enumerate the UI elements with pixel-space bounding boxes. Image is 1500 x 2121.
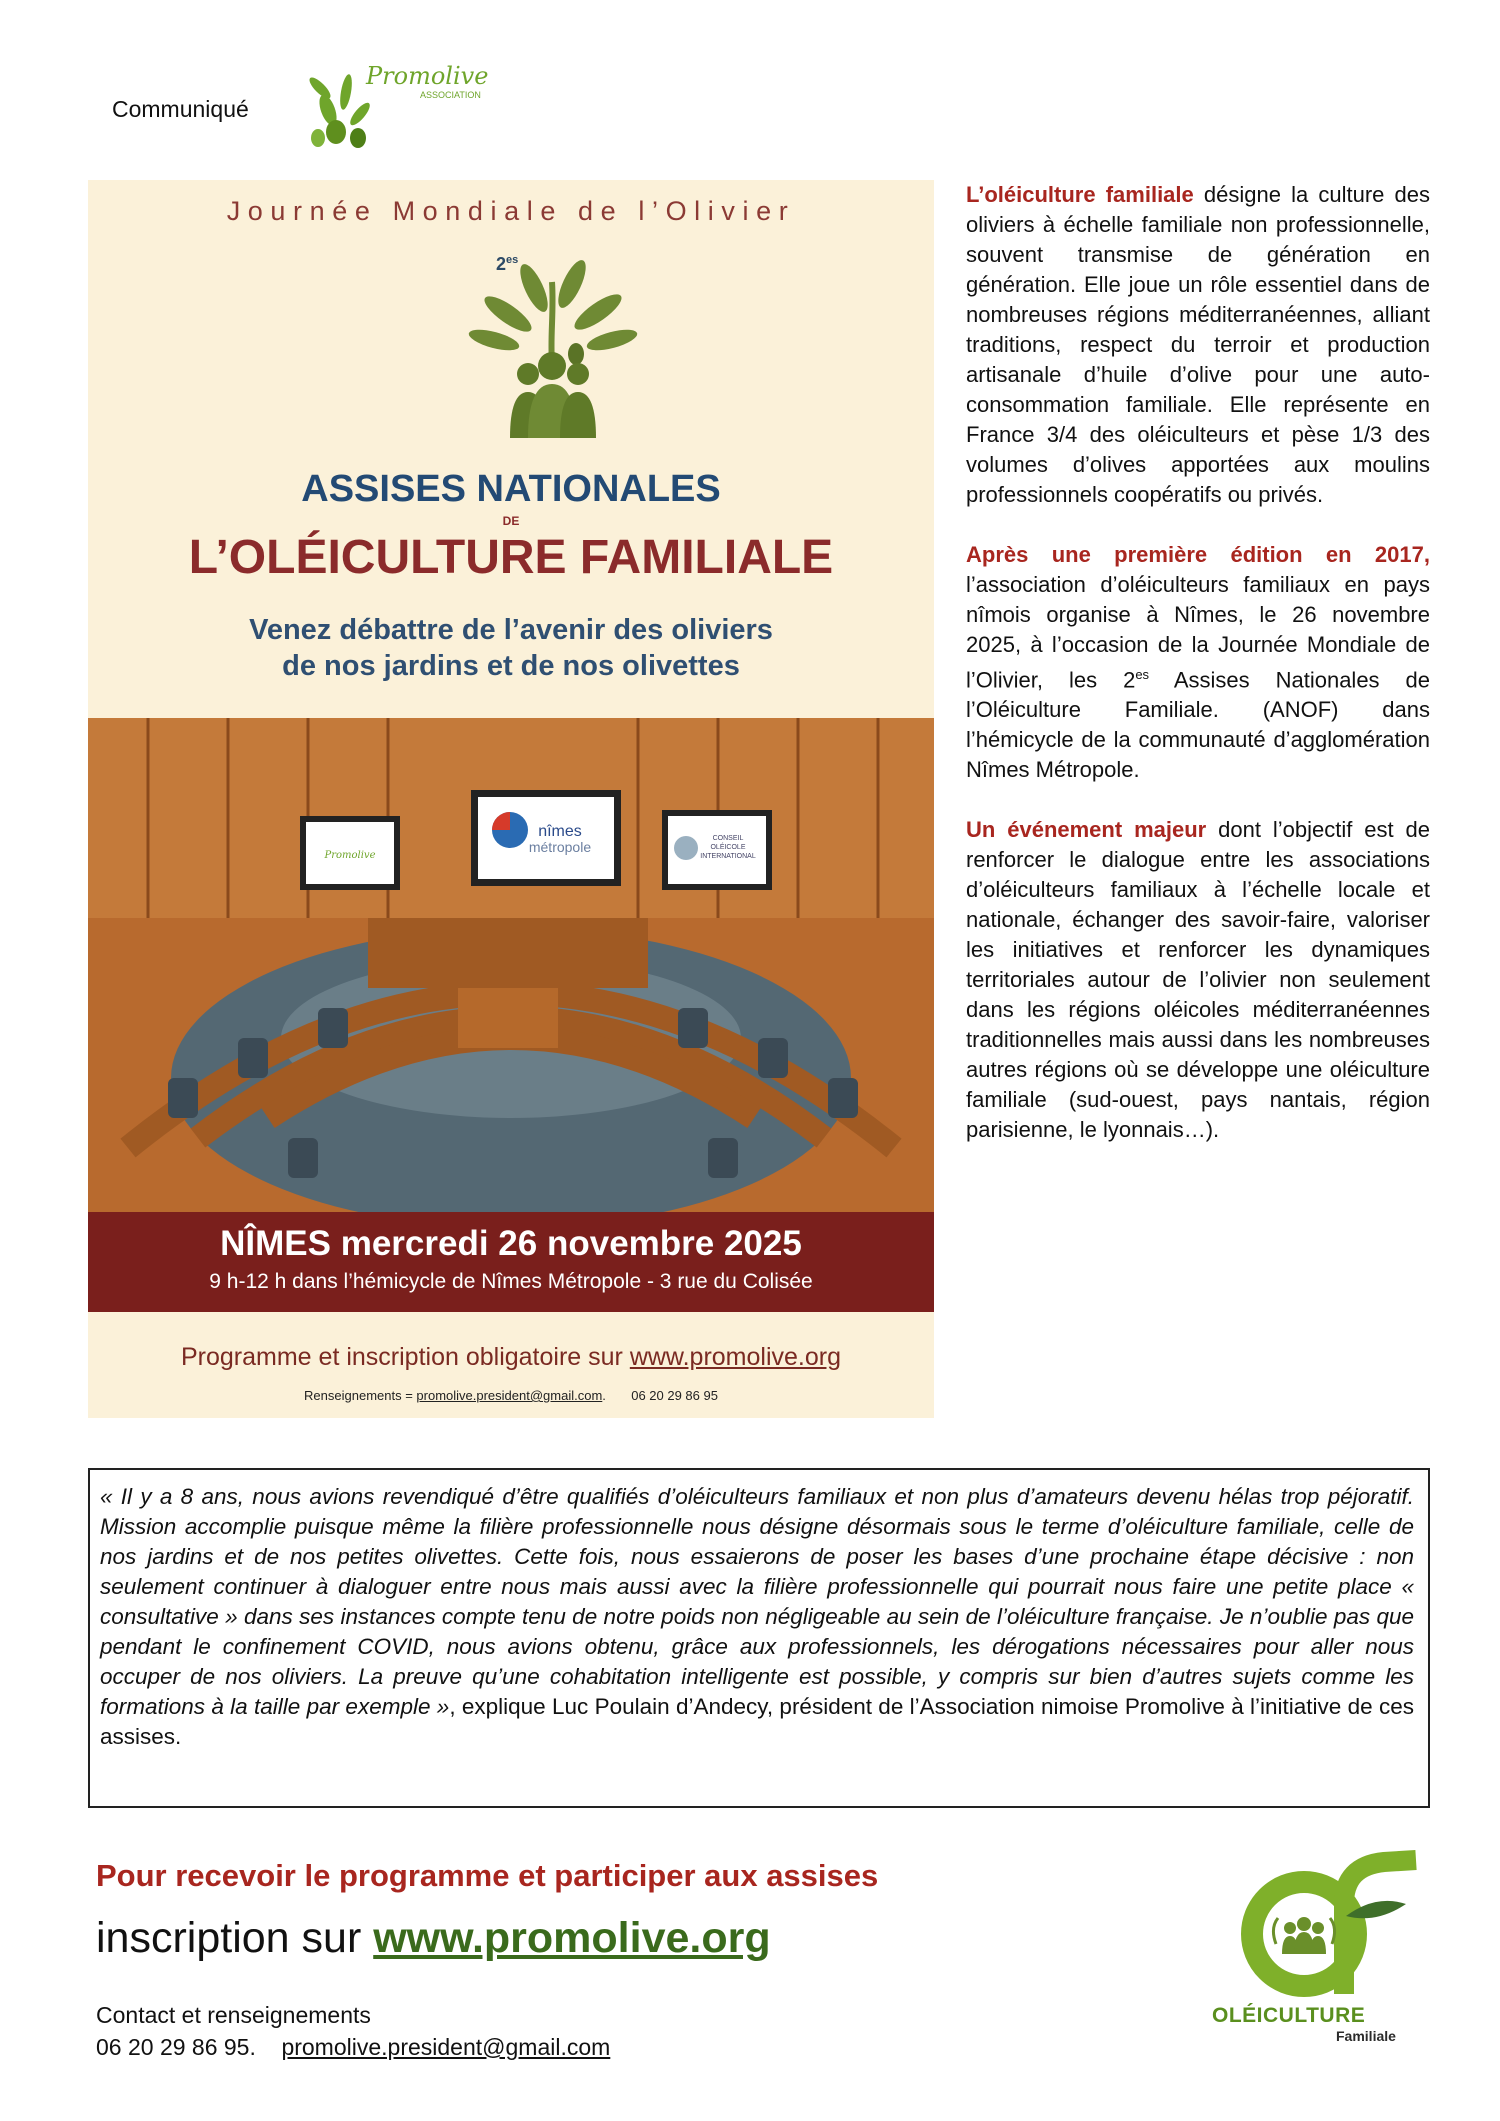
svg-text:INTERNATIONAL: INTERNATIONAL (700, 853, 756, 860)
svg-text:métropole: métropole (528, 839, 592, 855)
call-to-action: Pour recevoir le programme et participer aux assises (96, 1858, 879, 1893)
program-line: Programme et inscription obligatoire sur www.promolive.org (181, 1343, 841, 1371)
paragraph-definition: L’oléiculture familiale désigne la culture des oliviers à échelle familiale non professionnelle, souvent transmise de génération en génération. Elle joue un rôle essentiel dans de nombreuses régions méditerranéennes, alliant traditions, respect du terroir et production artisanale d’huile d’olive pour une auto-consommation familiale. Elle représente en France 3/4 des oléiculteurs et pèse 1/3 des volumes d’olives apportées aux moulins professionnels coopératifs ou privés. (966, 182, 1430, 507)
promolive-logo (300, 52, 500, 152)
contact-title: Contact et renseignements (96, 2002, 371, 2028)
svg-text:CONSEIL: CONSEIL (712, 835, 744, 842)
poster-subtitle: Venez débattre de l’avenir des oliviers de nos jardins et de nos olivettes (249, 614, 773, 682)
banner-place: 9 h-12 h dans l’hémicycle de Nîmes Métropole - 3 rue du Colisée (209, 1270, 813, 1293)
contact-line: 06 20 29 86 95. promolive.president@gmail.com (96, 2034, 611, 2060)
promolive-wordmark: Promolive (366, 62, 489, 90)
paragraph-event: Un événement majeur dont l’objectif est de renforcer le dialogue entre les associations d’oléiculteurs familiaux à l’échelle locale et nationale, échanger des savoir-faire, valoriser les initiatives et renforcer les dynamiques territoriales autour de l’olivier non seulement dans les régions oléicoles méditerranéennes traditionnelles mais aussi dans les nombreuses autres régions où se développe une oléiculture familiale (sud-ouest, pays nantais, région parisienne, le lyonnais…). (966, 817, 1430, 1143)
event-poster (88, 180, 934, 1418)
oleiculture-familiale-logo (1226, 1844, 1426, 2004)
paragraph-edition: Après une première édition en 2017, l’association d’oléiculteurs familiaux en pays nîmois organise à Nîmes, le 26 novembre 2025, à l’occasion de la Journée Mondiale de l’Olivier, les $2^{es}$ Assises Nationales de l’Oléiculture Familiale. (ANOF) dans l’hémicycle de la communauté d’agglomération Nîmes Métropole. (966, 542, 1431, 783)
poster-email-link[interactable]: promolive.president@gmail.com (416, 1388, 603, 1403)
olive-people-emblem (422, 242, 682, 442)
svg-text:ASSOCIATION: ASSOCIATION (420, 90, 481, 100)
communique-label: Communiqué (112, 96, 249, 122)
poster-kicker: Journée Mondiale de l’Olivier (226, 196, 796, 226)
program-link[interactable]: www.promolive.org (629, 1343, 841, 1371)
logo-word: OLÉICULTURE (1212, 2004, 1366, 2027)
poster-assises: ASSISES NATIONALES (301, 468, 721, 510)
svg-text:nîmes: nîmes (538, 823, 582, 840)
hemicycle-illustration (88, 718, 934, 1218)
intro-column (966, 180, 1430, 1175)
edition-number: $2^{es}$ (496, 254, 519, 274)
poster-de: DE (502, 514, 520, 528)
president-quote: « Il y a 8 ans, nous avions revendiqué d’être qualifiés d’oléiculteurs familiaux et non plus d’amateurs devenu hélas trop péjoratif. Mission accomplie puisque même la filière professionnelle nous désigne désormais sous le terme d’oléiculture familiale, celle de nos jardins et de nos petites olivettes. Cette fois, nous essaierons de poser les bases d’une prochaine étape décisive : non seulement continuer à dialoguer entre nous mais aussi avec la filière professionnelle qui pourrait nous faire une petite place « consultative » dans ses instances compte tenu de notre poids non négligeable au sein de l’oléiculture française. Je n’oublie pas que pendant le confinement COVID, nous avions obtenu, grâce aux professionnels, les dérogations nécessaires pour aller nous occuper de nos oliviers. La preuve qu’une cohabitation intelligente est possible, y compris sur bien d’autres sujets comme les formations à la taille par exemple », explique Luc Poulain d’Andecy, président de l’Association nimoise Promolive à l’initiative de ces assises. (88, 1468, 1430, 1808)
registration-line: inscription sur www.promolive.org (96, 1914, 771, 1962)
contact-small: Renseignements = promolive.president@gmail.com. 06 20 29 86 95 (304, 1388, 718, 1403)
svg-text:Promolive: Promolive (324, 850, 376, 861)
contact-email-link[interactable]: promolive.president@gmail.com (281, 2034, 611, 2060)
date-banner (88, 1212, 934, 1312)
banner-date: NÎMES mercredi 26 novembre 2025 (220, 1224, 802, 1263)
registration-link[interactable]: www.promolive.org (373, 1914, 771, 1962)
poster-title: L’OLÉICULTURE FAMILIALE (188, 531, 834, 584)
logo-familiale: Familiale (1336, 2028, 1396, 2044)
svg-text:OLÉICOLE: OLÉICOLE (710, 844, 746, 851)
